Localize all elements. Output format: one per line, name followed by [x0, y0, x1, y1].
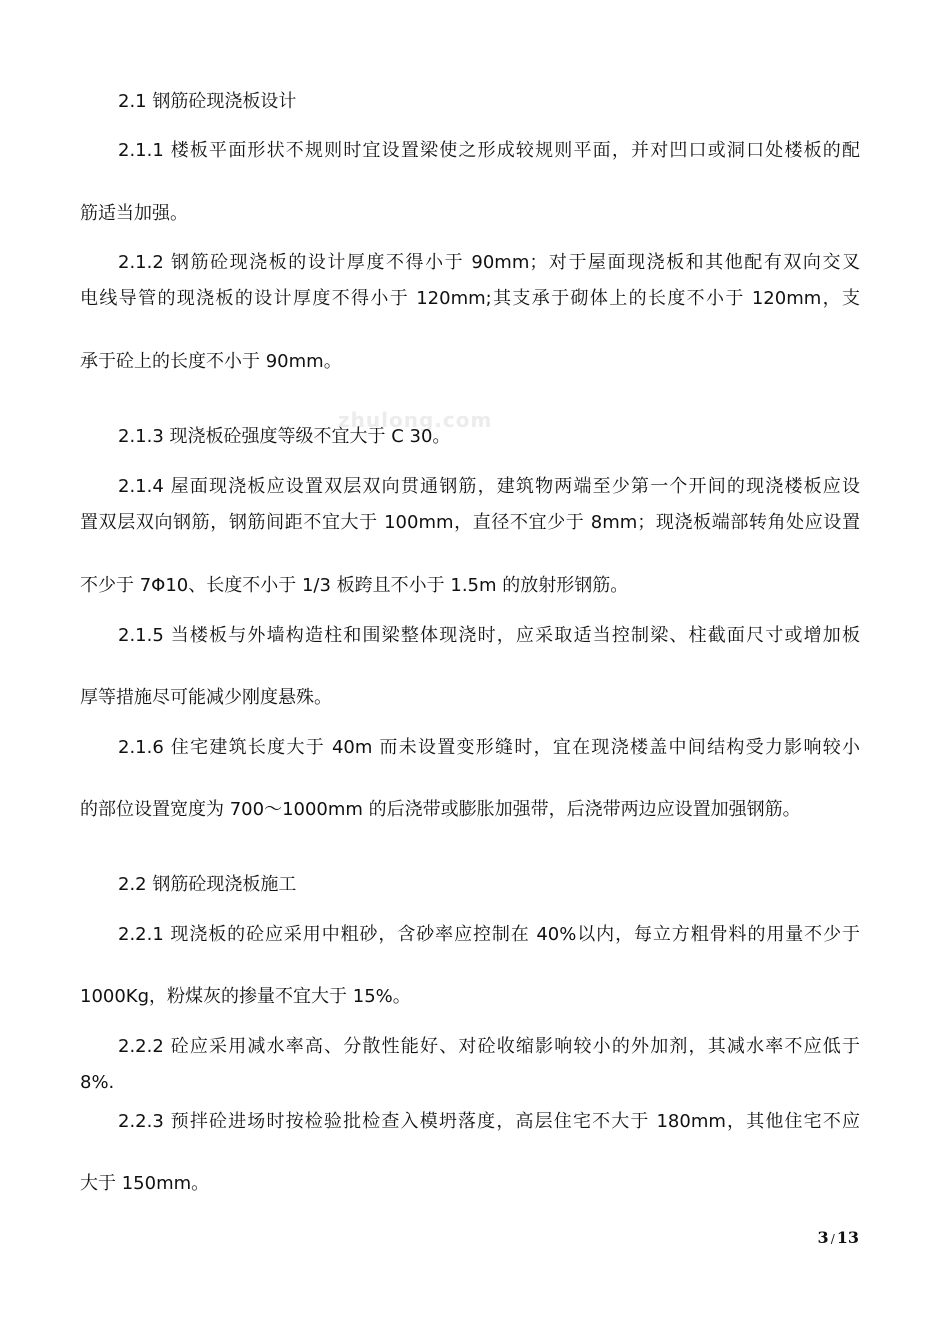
paragraph-line: 2.1.4 屋面现浇板应设置双层双向贯通钢筋，建筑物两端至少第一个开间的现浇楼板应设: [118, 476, 860, 497]
watermark: zhulong.com: [338, 408, 493, 432]
paragraph-line: 2.1.1 楼板平面形状不规则时宜设置梁使之形成较规则平面，并对凹口或洞口处楼板的配: [118, 140, 860, 161]
paragraph-line: 2.1.5 当楼板与外墙构造柱和围梁整体现浇时，应采取适当控制梁、柱截面尺寸或增加板: [118, 625, 860, 646]
paragraph-line: 的部位设置宽度为 700～1000mm 的后浇带或膨胀加强带，后浇带两边应设置加强钢筋。: [80, 799, 801, 820]
page-current: 3: [817, 1228, 829, 1247]
paragraph-line: 电线导管的现浇板的设计厚度不得小于 120mm;其支承于砌体上的长度不小于 120mm，支: [80, 288, 860, 309]
paragraph-line: 2.1.3 现浇板砼强度等级不宜大于 C 30。: [118, 426, 451, 447]
paragraph-line: 不少于 7Φ10、长度不小于 1/3 板跨且不小于 1.5m 的放射形钢筋。: [80, 575, 629, 596]
paragraph-line: 置双层双向钢筋，钢筋间距不宜大于 100mm，直径不宜少于 8mm；现浇板端部转角处应设置: [80, 512, 860, 533]
section-heading-2-2: 2.2 钢筋砼现浇板施工: [118, 874, 297, 895]
paragraph-line: 大于 150mm。: [80, 1173, 210, 1194]
paragraph-line: 1000Kg，粉煤灰的掺量不宜大于 15%。: [80, 986, 411, 1007]
paragraph-line: 2.2.3 预拌砼进场时按检验批检查入模坍落度，高层住宅不大于 180mm，其他住宅不应: [118, 1111, 860, 1132]
paragraph-line: 厚等措施尽可能减少刚度悬殊。: [80, 687, 332, 708]
page-separator: /: [830, 1232, 835, 1246]
page-total: 13: [836, 1228, 859, 1247]
paragraph-line: 8%.: [80, 1072, 115, 1093]
paragraph-line: 2.1.2 钢筋砼现浇板的设计厚度不得小于 90mm；对于屋面现浇板和其他配有双向交叉: [118, 252, 860, 273]
page-number: [818, 1228, 859, 1247]
paragraph-line: 2.2.2 砼应采用减水率高、分散性能好、对砼收缩影响较小的外加剂，其减水率不应低于: [118, 1036, 860, 1057]
paragraph-line: 承于砼上的长度不小于 90mm。: [80, 351, 342, 372]
paragraph-line: 2.1.6 住宅建筑长度大于 40m 而未设置变形缝时，宜在现浇楼盖中间结构受力影响较小: [118, 737, 860, 758]
paragraph-line: 筋适当加强。: [80, 203, 188, 224]
paragraph-line: 2.2.1 现浇板的砼应采用中粗砂，含砂率应控制在 40%以内，每立方粗骨料的用量不少于: [118, 924, 860, 945]
section-heading-2-1: 2.1 钢筋砼现浇板设计: [118, 91, 297, 112]
